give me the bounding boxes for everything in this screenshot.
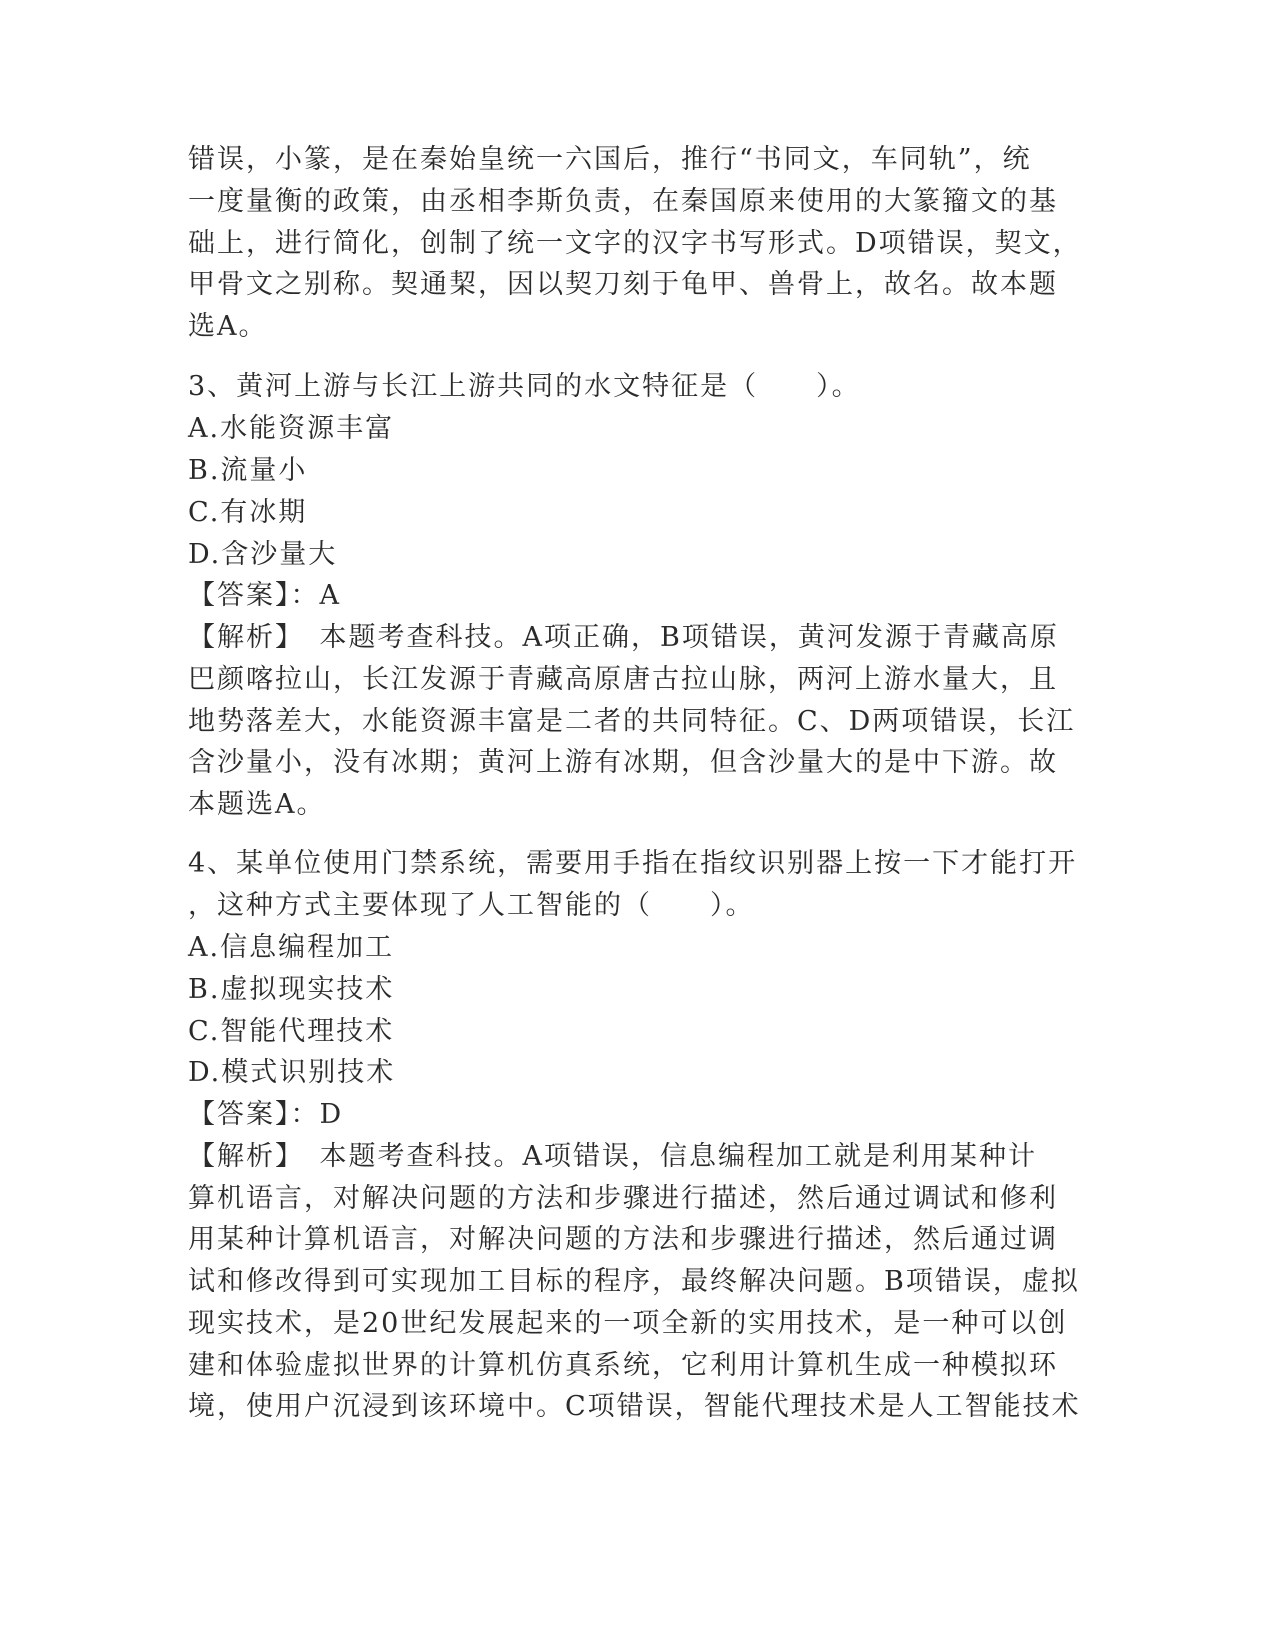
question-stem: ，这种方式主要体现了人工智能的（ ）。 [188, 890, 755, 921]
option-c: C.智能代理技术 [188, 1016, 395, 1047]
explanation-line: 甲骨文之别称。契通栔，因以契刀刻于龟甲、兽骨上，故名。故本题 [188, 269, 1058, 300]
answer-line: 【答案】：D [188, 1099, 344, 1130]
analysis-line: 用某种计算机语言，对解决问题的方法和步骤进行描述，然后通过调 [188, 1224, 1058, 1255]
analysis-line: 巴颜喀拉山，长江发源于青藏高原唐古拉山脉，两河上游水量大，且 [188, 664, 1058, 695]
question-stem: 4、某单位使用门禁系统，需要用手指在指纹识别器上按一下才能打开 [188, 848, 1078, 879]
explanation-line: 错误，小篆，是在秦始皇统一六国后，推行“书同文，车同轨”，统 [188, 144, 1032, 175]
explanation-line: 选A。 [188, 311, 268, 342]
option-a: A.信息编程加工 [188, 932, 395, 963]
option-d: D.含沙量大 [188, 539, 338, 570]
analysis-line: 含沙量小，没有冰期；黄河上游有冰期，但含沙量大的是中下游。故 [188, 747, 1058, 778]
analysis-line: 地势落差大，水能资源丰富是二者的共同特征。C、D两项错误，长江 [188, 706, 1076, 737]
question-stem: 3、黄河上游与长江上游共同的水文特征是（ ）。 [188, 371, 861, 402]
analysis-line: 境，使用户沉浸到该环境中。C项错误，智能代理技术是人工智能技术 [188, 1391, 1081, 1422]
analysis-line: 建和体验虚拟世界的计算机仿真系统，它利用计算机生成一种模拟环 [188, 1350, 1058, 1381]
option-b: B.流量小 [188, 455, 308, 486]
explanation-line: 一度量衡的政策，由丞相李斯负责，在秦国原来使用的大篆籀文的基 [188, 186, 1058, 217]
option-d: D.模式识别技术 [188, 1057, 396, 1088]
analysis-line: 本题选A。 [188, 789, 326, 820]
analysis-line: 现实技术，是20世纪发展起来的一项全新的实用技术，是一种可以创 [188, 1308, 1068, 1339]
option-b: B.虚拟现实技术 [188, 974, 395, 1005]
answer-line: 【答案】：A [188, 580, 341, 611]
explanation-line: 础上，进行简化，创制了统一文字的汉字书写形式。D项错误，契文， [188, 228, 1082, 259]
analysis-line: 试和修改得到可实现加工目标的程序，最终解决问题。B项错误，虚拟 [188, 1266, 1080, 1297]
option-c: C.有冰期 [188, 497, 308, 528]
analysis-line: 【解析】 本题考查科技。A项正确，B项错误，黄河发源于青藏高原 [188, 622, 1059, 653]
option-a: A.水能资源丰富 [188, 413, 395, 444]
analysis-line: 【解析】 本题考查科技。A项错误，信息编程加工就是利用某种计 [188, 1141, 1037, 1172]
analysis-line: 算机语言，对解决问题的方法和步骤进行描述，然后通过调试和修利 [188, 1183, 1058, 1214]
